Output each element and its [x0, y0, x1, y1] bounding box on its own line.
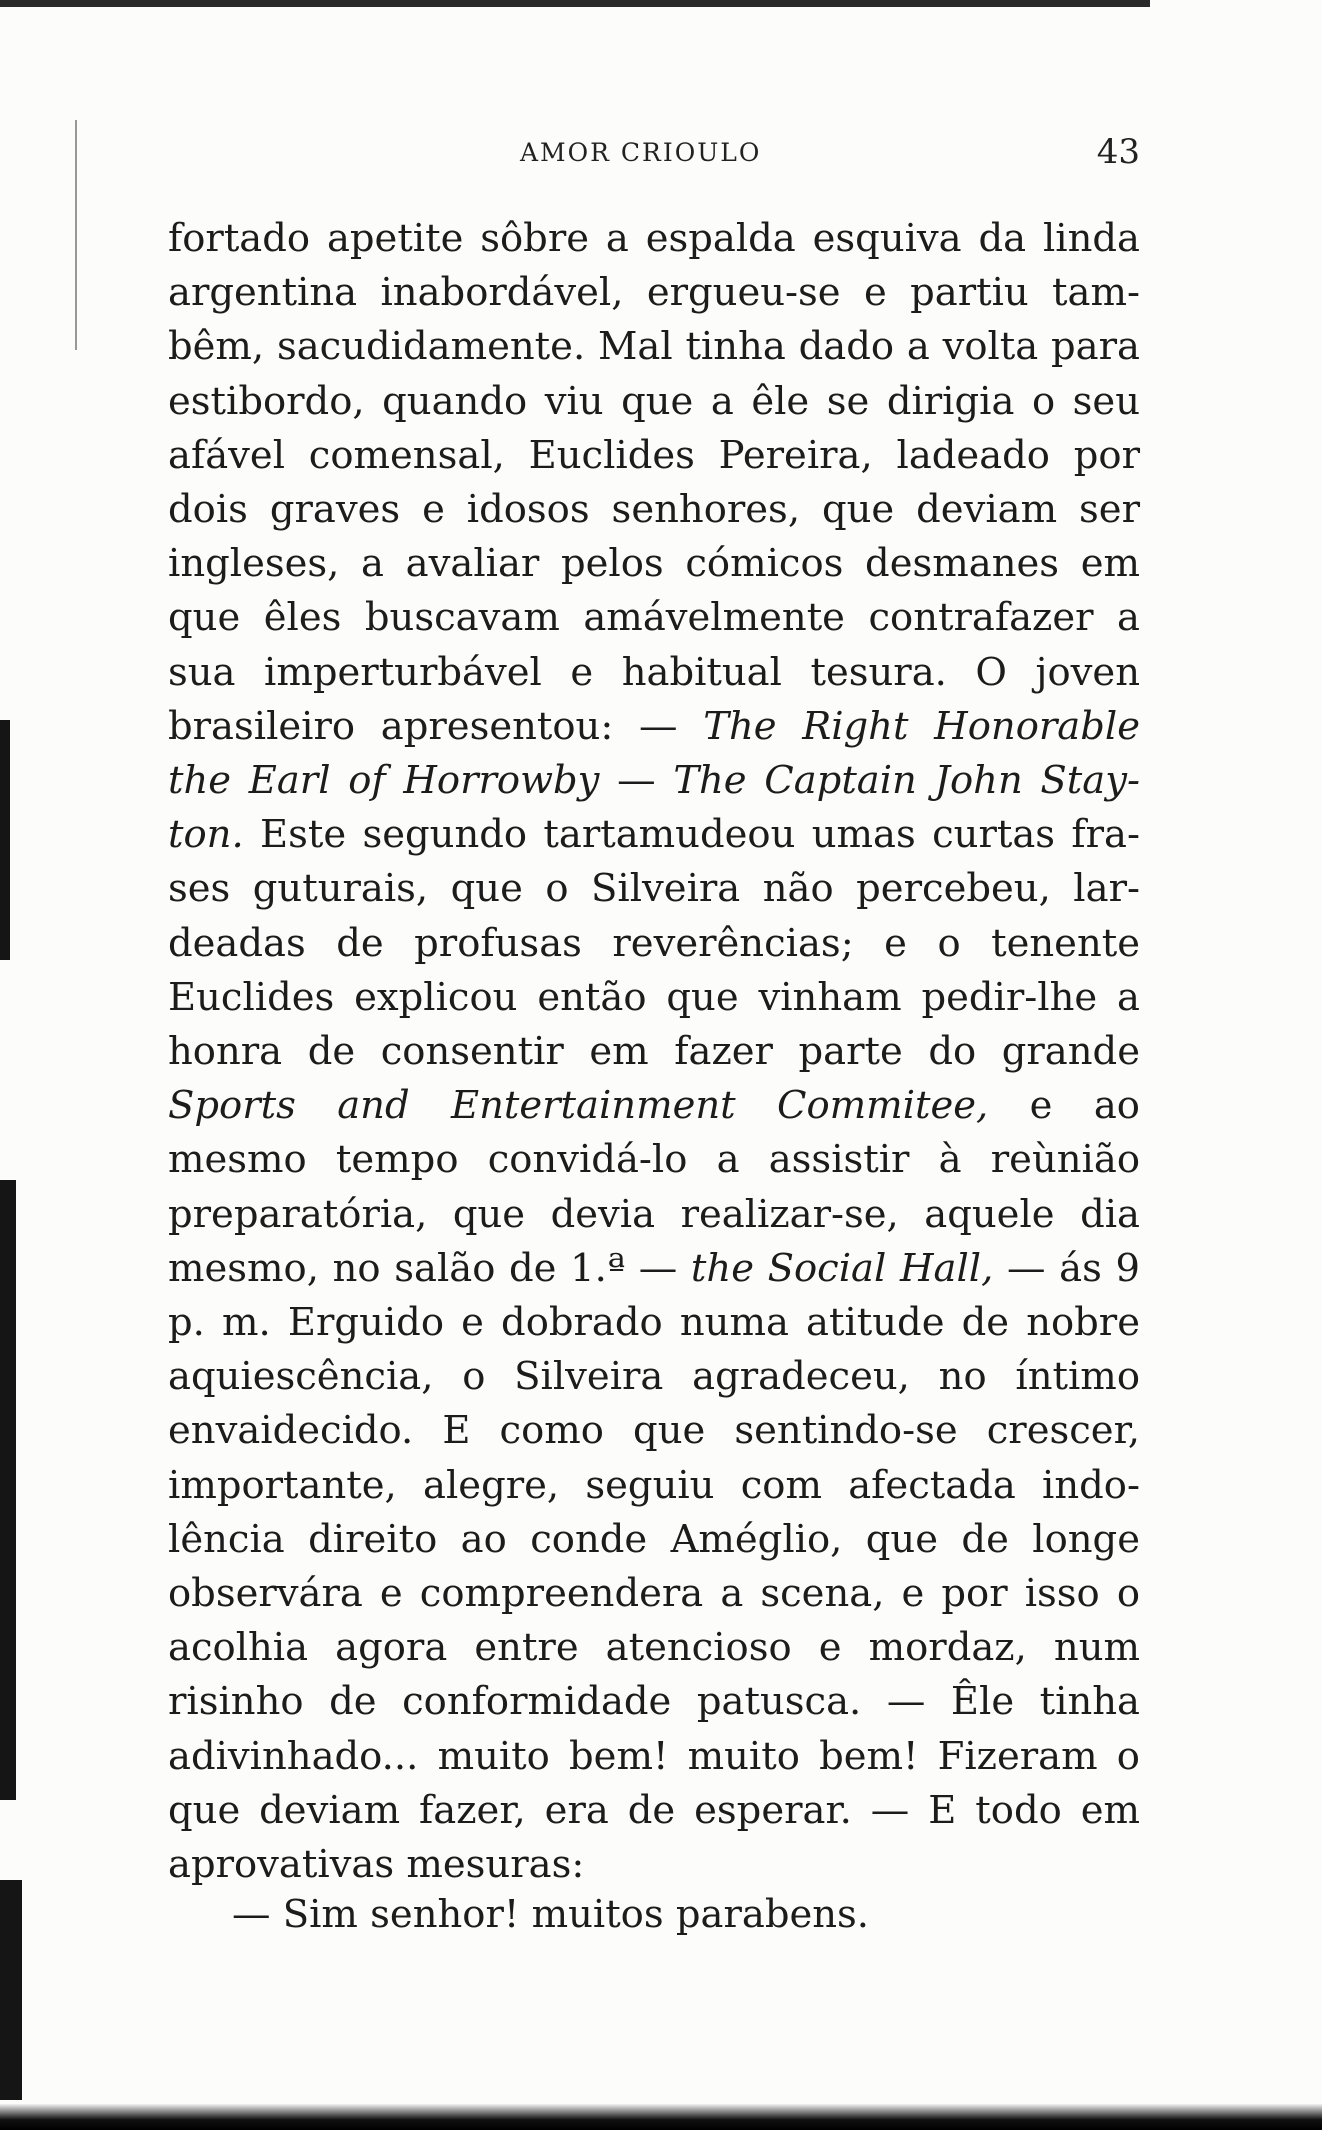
scan-binding-shadow: [0, 720, 10, 960]
scan-hair-mark: [75, 120, 77, 350]
text-segment: — ás 9 p. m. Erguido e dobrado numa atitude de nobre aquiescência, o Silveira agradeceu, no íntimo envaidecido. E como que sentindo-se crescer, importante, alegre, seguiu com afectada indolência direito ao conde Améglio, que de longe observára e compreendera a scena, e por isso o acolhia agora entre atencioso e mordaz, num risinho de conformidade patusca. — Êle tinha adivinhado... muito bem! muito bem! Fizeram o que deviam fazer, era de esperar. — E todo em aprovativas mesuras:: [168, 1245, 1140, 1888]
paragraph: [168, 212, 1140, 1892]
text-segment: fortado apetite sôbre a espalda esquiva da linda argentina inabordável, ergueu-se e partiu tambêm, sacudidamente. Mal tinha dado a volta para estibordo, quando viu que a êle se dirigia o seu afável comensal, Euclides Pereira, ladeado por dois graves e idosos senhores, que deviam ser ingleses, a avaliar pelos cómicos desmanes em que êles buscavam amávelmente contrafazer a sua imperturbável e habitual tesura. O joven brasileiro apresentou: —: [168, 216, 1140, 749]
page-number: 43: [1096, 132, 1140, 172]
running-head: AMOR CRIOULO: [520, 138, 762, 167]
scan-top-edge: [0, 0, 1150, 7]
body-text: [168, 212, 1140, 1892]
scan-bottom-edge: [0, 2104, 1322, 2130]
scan-binding-shadow: [0, 1180, 16, 1800]
italic-segment: The Captain John Stayton.: [168, 758, 1140, 858]
scan-binding-shadow: [0, 1880, 22, 2100]
italic-segment: the Social Hall,: [690, 1245, 994, 1291]
dialogue-line: — Sim senhor! muitos parabens.: [232, 1892, 870, 1937]
text-segment: —: [599, 758, 674, 804]
italic-segment: Sports and Entertainment Commitee,: [168, 1083, 989, 1129]
text-segment: e ao mesmo tempo convidá-lo a assistir à reùnião preparatória, que devia realizar-se, aquele dia mesmo, no salão de 1.ª —: [168, 1083, 1140, 1291]
page-header: [170, 132, 1140, 182]
italic-segment: The Right Honorable the Earl of Horrowby: [168, 703, 1140, 804]
text-segment: Este segundo tartamudeou umas curtas frases guturais, que o Silveira não percebeu, lardeadas de profusas reverências; e o tenente Euclides explicou então que vinham pedir-lhe a honra de consentir em fazer parte do grande: [168, 812, 1140, 1075]
